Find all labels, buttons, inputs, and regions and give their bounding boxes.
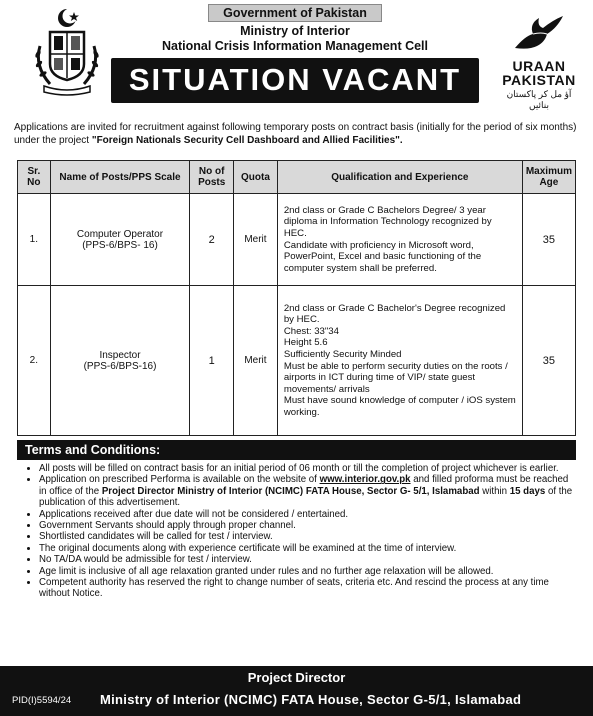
list-item: • The original documents along with experience certificate will be examined at the time of interview. (39, 543, 576, 554)
row-quota: Merit (234, 194, 278, 286)
pid-number: PID(I)5594/24 (12, 695, 72, 706)
headline-banner: SITUATION VACANT (111, 58, 479, 103)
list-item: • Competent authority has reserved the right to change number of seats, criteria etc. And rescind the process at any time without Notice. (39, 577, 576, 600)
intro-text: Applications are invited for recruitment against following temporary posts on contract basis (initially for the period of six months) under the project (14, 122, 577, 146)
pakistan-text: PAKISTAN (502, 72, 576, 88)
posts-table (17, 160, 576, 436)
uraan-text: URAAN (512, 58, 566, 74)
footer-banner (0, 666, 593, 716)
qualification-line: Must have sound knowledge of computer / iOS system working. (283, 395, 516, 418)
cell-title: National Crisis Information Management Cell (161, 39, 428, 53)
qualification-line: Height 5.6 (283, 337, 328, 349)
list-item: • No TA/DA would be admissible for test / interview. (39, 554, 576, 565)
row-sr: 1. (18, 194, 51, 286)
term-text: and filled proforma must be reached in office of the (39, 474, 569, 497)
list-item: • Government Servants should apply through proper channel. (39, 520, 576, 531)
term-text: of the publication of this advertisement. (39, 485, 573, 509)
post-name: Inspector (99, 349, 141, 361)
header-quota: Quota (234, 161, 278, 194)
qualification-line: 2nd class or Grade C Bachelor's Degree recognized by HEC. (283, 302, 506, 326)
ministry-title: Ministry of Interior (240, 24, 350, 38)
header-titles (110, 4, 480, 103)
office-address: Project Director Ministry of Interior (NCIMC) FATA House, Sector G- 5/1, Islamabad (101, 485, 480, 497)
header-max-age: Maximum Age (522, 161, 575, 194)
header (0, 0, 593, 118)
table-row (18, 194, 576, 286)
table-row (18, 286, 576, 436)
row-count: 2 (190, 194, 234, 286)
row-post (50, 286, 190, 436)
website-link[interactable]: www.interior.gov.pk (319, 474, 411, 486)
table-header-row (18, 161, 576, 194)
list-item: • Age limit is inclusive of all age relaxation granted under rules and no further age relaxation will be allowed. (39, 566, 576, 577)
qualification-line: Must be able to perform security duties on the roots / airports in ICT during time of VIP/ state guest movements/ arrivals (283, 360, 508, 395)
term-text: within (479, 485, 510, 497)
row-qualification (277, 286, 522, 436)
list-item: • Applications received after due date will not be considered / entertained. (39, 509, 576, 520)
post-scale: (PPS-6/BPS-16) (83, 360, 157, 372)
post-scale: (PPS-6/BPS- 16) (82, 239, 158, 251)
government-title: Government of Pakistan (208, 4, 382, 22)
term-text: Application on prescribed Performa is available on the website of (39, 474, 320, 486)
qualification-line: Candidate with proficiency in Microsoft word, PowerPoint, Excel and basic functioning of the computer system shall be preferred. (283, 239, 482, 274)
row-post (50, 194, 190, 286)
footer-title: Project Director (247, 670, 346, 685)
terms-heading: Terms and Conditions: (17, 440, 576, 460)
intro-paragraph (14, 122, 580, 147)
footer-address: Ministry of Interior (NCIMC) FATA House, Sector G-5/1, Islamabad (100, 692, 522, 707)
eagle-icon (511, 14, 567, 54)
state-emblem-icon (30, 6, 104, 96)
project-name: "Foreign Nationals Security Cell Dashboard and Allied Facilities". (91, 134, 403, 146)
list-item: • All posts will be filled on contract basis for an initial period of 06 month or till the completion of project whichever is earlier. (39, 463, 576, 474)
qualification-line: Chest: 33"34 (283, 325, 339, 337)
qualification-line: Sufficiently Security Minded (283, 348, 402, 360)
row-sr: 2. (18, 286, 51, 436)
row-quota: Merit (234, 286, 278, 436)
uraan-pakistan-logo (499, 14, 579, 111)
header-qualification: Qualification and Experience (277, 161, 522, 194)
header-no-of-posts: No of Posts (190, 161, 234, 194)
row-qualification (277, 194, 522, 286)
list-item: • Shortlisted candidates will be called for test / interview. (39, 531, 576, 542)
qualification-line: 2nd class or Grade C Bachelors Degree/ 3 year diploma in Information Technology recognized by HEC. (283, 204, 492, 239)
row-age: 35 (522, 194, 575, 286)
deadline-days: 15 days (509, 485, 546, 497)
header-post-name: Name of Posts/PPS Scale (50, 161, 190, 194)
terms-section (17, 440, 576, 600)
list-item (39, 474, 576, 508)
header-sr-no: Sr. No (18, 161, 51, 194)
terms-list (17, 463, 576, 600)
post-name: Computer Operator (76, 228, 164, 240)
row-count: 1 (190, 286, 234, 436)
uraan-urdu-tagline: آؤ مل کر پاکستان بنائیں (506, 89, 572, 110)
row-age: 35 (522, 286, 575, 436)
